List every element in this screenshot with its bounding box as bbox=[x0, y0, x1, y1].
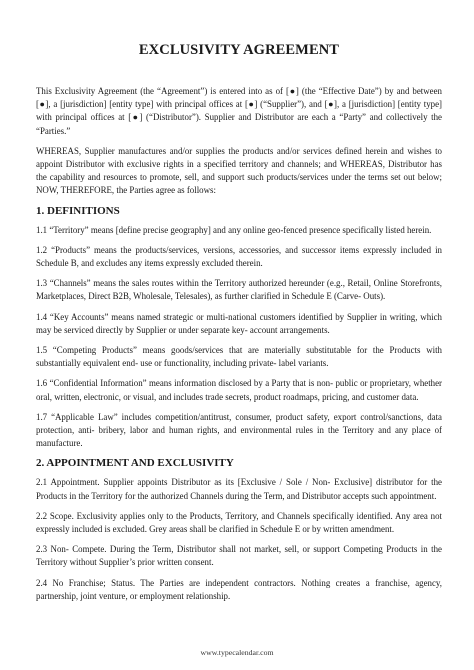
clause-1-1: 1.1 “Territory” means [define precise geography] and any online geo-fenced presence specifically listed herein. bbox=[36, 224, 432, 235]
intro-paragraph: This Exclusivity Agreement (the “Agreement”) is entered into as of [●] (the “Effective Date”) by and between [●], a [jurisdiction] [entity type] with principal offices at [●] (“Supplier”), and [●], a [jurisdiction] [entity type] with principal offices at [●] (“Distributor”). Supplier and Distributor are each a “Party” and collectively the “Parties.” bbox=[36, 86, 442, 136]
clause-2-1: 2.1 Appointment. Supplier appoints Distributor as its [Exclusive / Sole / Non- Exclusive] distributor for the Products in the Territory for the authorized Channels during the Term, and Distributor accepts such appointment. bbox=[36, 477, 442, 501]
clause-2-3: 2.3 Non- Compete. During the Term, Distributor shall not market, sell, or support Competing Products in the Territory without Supplier’s prior written consent. bbox=[36, 544, 442, 568]
section-definitions bbox=[36, 205, 442, 451]
footer-url[interactable]: www.typecalendar.com bbox=[200, 648, 274, 657]
clause-1-5: 1.5 “Competing Products” means goods/services that are materially substitutable for the Products with substantially equivalent end- use or functionality, including private- label variants. bbox=[36, 345, 442, 369]
section-heading: 1. DEFINITIONS bbox=[36, 204, 120, 217]
clause-1-2: 1.2 “Products” means the products/services, versions, accessories, and successor items expressly included in Schedule B, and excludes any items expressly excluded therein. bbox=[36, 244, 442, 269]
document-title: EXCLUSIVITY AGREEMENT bbox=[138, 42, 340, 58]
section-appointment bbox=[36, 457, 442, 603]
clause-1-6: 1.6 “Confidential Information” means information disclosed by a Party that is non- public or proprietary, whether oral, written, electronic, or visual, and includes trade secrets, product roadmaps, pricing, and customer data. bbox=[36, 378, 442, 402]
clause-1-4: 1.4 “Key Accounts” means named strategic or multi-national customers identified by Supplier in writing, which may be serviced directly by Supplier or under separate key- account arrangements. bbox=[36, 311, 442, 335]
clause-2-2: 2.2 Scope. Exclusivity applies only to the Products, Territory, and Channels specifically identified. Any area not expressly included is excluded. Grey areas shall be clarified in Schedule E or by written amendment. bbox=[36, 510, 442, 535]
clause-1-7: 1.7 “Applicable Law” includes competition/antitrust, consumer, product safety, export control/sanctions, data protection, anti- bribery, labor and human rights, and environmental rules in the Territory and any place of manufacture. bbox=[36, 411, 442, 449]
whereas-paragraph: WHEREAS, Supplier manufactures and/or supplies the products and/or services defined herein and wishes to appoint Distributor with exclusive rights in a specified territory and channels; and WHEREAS, Distributor has the capability and resources to promote, sell, and support such products/services under the terms set out below; NOW, THEREFORE, the Parties agree as follows: bbox=[36, 145, 442, 196]
clause-2-4: 2.4 No Franchise; Status. The Parties are independent contractors. Nothing creates a franchise, agency, partnership, joint venture, or employment relationship. bbox=[36, 577, 442, 601]
section-heading: 2. APPOINTMENT AND EXCLUSIVITY bbox=[36, 457, 234, 470]
clause-1-3: 1.3 “Channels” means the sales routes within the Territory authorized hereunder (e.g., Retail, Online Storefronts, Marketplaces, Direct B2B, Wholesale, Telesales), as further clarified in Schedule E (Carve- Outs). bbox=[36, 278, 442, 302]
